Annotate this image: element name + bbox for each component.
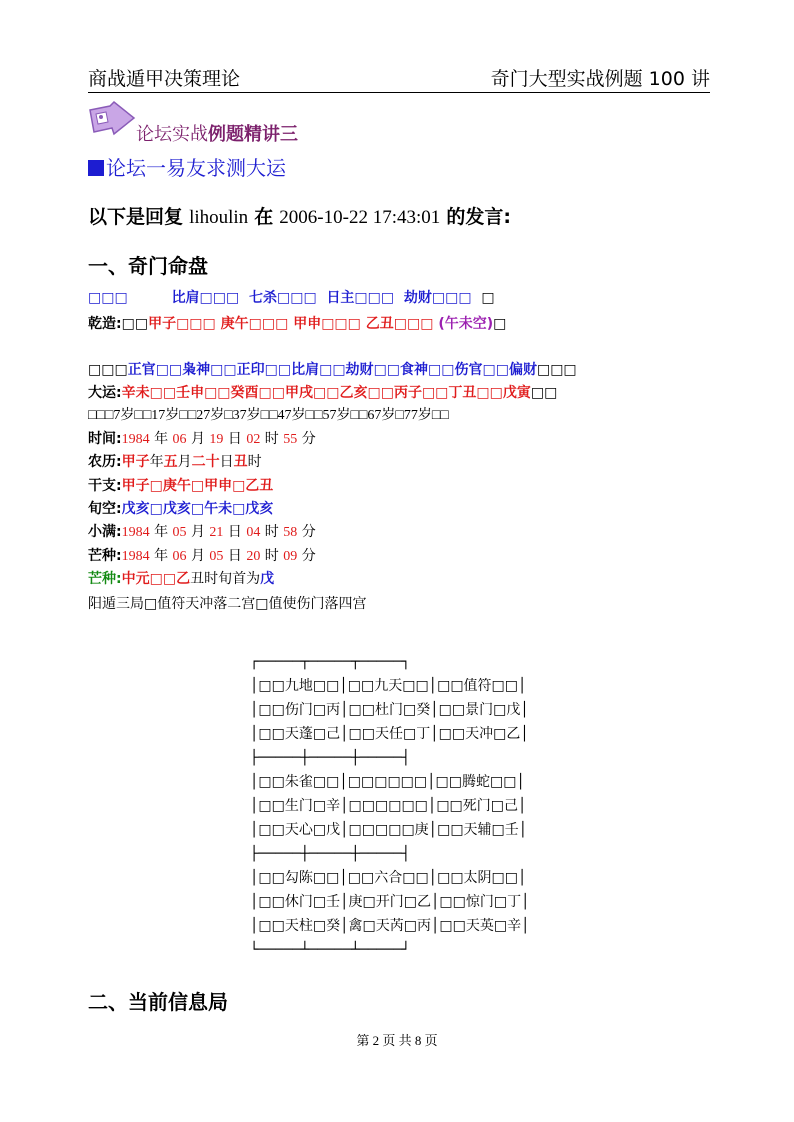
page-header bbox=[88, 62, 710, 93]
qianzao-line bbox=[88, 314, 506, 334]
pillar-label: 七杀□□□ bbox=[249, 290, 317, 306]
grid-line: ├─────┼─────┼─────┤ bbox=[250, 846, 411, 862]
qianzao-suffix: □ bbox=[493, 316, 507, 332]
unit: 日 bbox=[227, 524, 242, 540]
reply-tail: 的发言: bbox=[446, 206, 511, 228]
reply-datetime: 2006-10-22 17:43:01 bbox=[279, 207, 441, 228]
pillar-labels-line bbox=[88, 288, 495, 308]
unit: 年 bbox=[154, 548, 169, 564]
mangzhong-label: 芒种: bbox=[88, 548, 122, 564]
god-item: □□□ bbox=[536, 362, 577, 378]
mangzhong-yuan-line bbox=[88, 569, 274, 589]
mangzhong-yuan-part: 丑时旬首为 bbox=[190, 571, 261, 587]
banner-text-c: 精讲三 bbox=[244, 124, 298, 145]
unit: 月 bbox=[190, 524, 205, 540]
gods-line bbox=[88, 360, 577, 380]
dayun-label: 大运: bbox=[88, 385, 122, 401]
page-footer: 第 2 页 共 8 页 bbox=[356, 1033, 438, 1048]
mangzhong-yuan-part: 中元□□乙 bbox=[121, 571, 191, 587]
nongli-label: 农历: bbox=[88, 454, 122, 470]
grid-line: │□□朱雀□□│□□□□□□│□□腾蛇□□│ bbox=[250, 774, 525, 790]
xunkong-line bbox=[88, 499, 273, 519]
unit: 月 bbox=[190, 548, 205, 564]
dayun-line bbox=[88, 383, 557, 403]
mangzhong-yuan-part: 戊 bbox=[260, 571, 275, 587]
ganzhi-value: 甲子□庚午□甲申□乙丑 bbox=[121, 478, 274, 494]
grid-line: │□□休门□壬│庚□开门□乙│□□惊门□丁│ bbox=[250, 894, 530, 910]
grid-line: └─────┴─────┴─────┘ bbox=[250, 942, 411, 958]
qianzao-pillar: 甲申□□□ bbox=[293, 316, 361, 332]
nongli-part: 丑 bbox=[233, 454, 248, 470]
dayun-item: □□乙亥 bbox=[313, 385, 368, 401]
nongli-part: 月 bbox=[177, 454, 192, 470]
xunkong-label: 旬空: bbox=[88, 501, 122, 517]
mangzhong-hour: 20 bbox=[246, 549, 261, 564]
grid-line: │□□天蓬□己│□□天任□丁│□□天冲□乙│ bbox=[250, 726, 529, 742]
xiaoman-day: 21 bbox=[209, 525, 224, 540]
grid-line: │□□勾陈□□│□□六合□□│□□太阴□□│ bbox=[250, 870, 527, 886]
god-item: □□伤官 bbox=[428, 362, 483, 378]
unit: 年 bbox=[154, 524, 169, 540]
banner bbox=[88, 100, 488, 145]
ganzhi-line bbox=[88, 476, 273, 496]
nongli-part: 年 bbox=[149, 454, 164, 470]
nongli-part: 甲子 bbox=[121, 454, 150, 470]
dayun-item: □□丁丑 bbox=[421, 385, 477, 401]
nongli-part: 日 bbox=[219, 454, 234, 470]
mangzhong-line bbox=[88, 546, 316, 567]
mangzhong-yuan-label: 芒种: bbox=[88, 571, 122, 587]
unit: 月 bbox=[190, 431, 205, 447]
reply-line bbox=[88, 202, 511, 229]
mangzhong-minute: 09 bbox=[283, 549, 298, 564]
dayun-item: □□甲戌 bbox=[258, 385, 314, 401]
grid-line: │□□天柱□癸│禽□天芮□丙│□□天英□辛│ bbox=[250, 918, 530, 934]
god-item: □□枭神 bbox=[155, 362, 211, 378]
dayun-item: □□戊寅 bbox=[476, 385, 531, 401]
pointing-hand-icon bbox=[88, 100, 138, 140]
reply-user: lihoulin bbox=[189, 207, 249, 228]
grid-line: │□□天心□戊│□□□□□庚│□□天辅□壬│ bbox=[250, 822, 528, 838]
time-hour: 02 bbox=[246, 432, 261, 447]
pillar-label: 日主□□□ bbox=[326, 290, 395, 306]
header-right: 奇门大型实战例题 100 讲 bbox=[490, 68, 710, 90]
dayun-item: □□壬申 bbox=[149, 385, 205, 401]
god-item: □□正印 bbox=[210, 362, 265, 378]
dayun-item: □□癸酉 bbox=[204, 385, 259, 401]
grid-line: ├─────┼─────┼─────┤ bbox=[250, 750, 411, 766]
time-label: 时间: bbox=[88, 431, 122, 447]
time-minute: 55 bbox=[283, 432, 298, 447]
ganzhi-label: 干支: bbox=[88, 478, 122, 494]
god-item: □□偏财 bbox=[482, 362, 537, 378]
unit: 时 bbox=[264, 524, 279, 540]
time-day: 19 bbox=[209, 432, 224, 447]
xunkong-value: 戊亥□戊亥□午未□戊亥 bbox=[121, 501, 274, 517]
dayun-item: □□丙子 bbox=[367, 385, 422, 401]
dunju-line: 阳遁三局□值符天冲落二宫□值使伤门落四宫 bbox=[88, 596, 367, 612]
section-title bbox=[88, 152, 286, 181]
god-item: □□比肩 bbox=[264, 362, 320, 378]
qianzao-pillar: 甲子□□□ bbox=[148, 316, 216, 332]
unit: 日 bbox=[227, 431, 242, 447]
ages-line: □□□7岁□□17岁□□27岁□37岁□□47岁□□57岁□□67岁□77岁□□ bbox=[88, 408, 449, 423]
mangzhong-year: 1984 bbox=[121, 549, 150, 564]
nongli-line bbox=[88, 452, 262, 472]
reply-at: 在 bbox=[254, 206, 274, 228]
xiaoman-label: 小满: bbox=[88, 524, 122, 540]
reply-lead: 以下是回复 bbox=[88, 206, 184, 228]
xiaoman-month: 05 bbox=[172, 525, 187, 540]
grid-line: │□□生门□辛│□□□□□□│□□死门□己│ bbox=[250, 798, 527, 814]
mangzhong-day: 05 bbox=[209, 549, 224, 564]
pillar-label: □□□ bbox=[88, 290, 128, 306]
qianzao-kong: (午未空) bbox=[438, 316, 494, 332]
nongli-part: 二十 bbox=[191, 454, 220, 470]
grid-line: │□□九地□□│□□九天□□│□□值符□□│ bbox=[250, 678, 527, 694]
grid-line: │□□伤门□丙│□□杜门□癸│□□景门□戊│ bbox=[250, 702, 529, 718]
xiaoman-year: 1984 bbox=[121, 525, 150, 540]
unit: 时 bbox=[264, 548, 279, 564]
xiaoman-hour: 04 bbox=[246, 525, 261, 540]
pillar-label: 劫财□□□ bbox=[403, 290, 472, 306]
banner-text-b: 例题 bbox=[208, 124, 244, 145]
unit: 年 bbox=[154, 431, 169, 447]
banner-text bbox=[136, 120, 298, 146]
god-item: 正官 bbox=[127, 362, 156, 378]
qianzao-pillar: 庚午□□□ bbox=[220, 316, 289, 332]
heading-qimen-chart: 一、奇门命盘 bbox=[88, 254, 208, 278]
dayun-item: 辛未 bbox=[121, 385, 150, 401]
unit: 分 bbox=[301, 524, 316, 540]
mangzhong-month: 06 bbox=[172, 549, 187, 564]
square-bullet-icon bbox=[88, 160, 104, 176]
unit: 分 bbox=[301, 431, 316, 447]
time-month: 06 bbox=[172, 432, 187, 447]
xiaoman-line bbox=[88, 522, 316, 543]
qianzao-prefix: □□ bbox=[121, 316, 149, 332]
dayun-item: □□ bbox=[530, 385, 558, 401]
god-item: □□□ bbox=[88, 362, 128, 378]
god-item: □□劫财 bbox=[319, 362, 374, 378]
pillar-label: 比肩□□□ bbox=[171, 290, 240, 306]
nongli-part: 时 bbox=[247, 454, 262, 470]
header-left: 商战遁甲决策理论 bbox=[88, 68, 241, 90]
unit: 分 bbox=[301, 548, 316, 564]
nongli-part: 五 bbox=[163, 454, 178, 470]
god-item: □□食神 bbox=[373, 362, 429, 378]
time-line bbox=[88, 429, 316, 450]
qianzao-label: 乾造: bbox=[88, 316, 122, 332]
heading-current-info: 二、当前信息局 bbox=[88, 990, 228, 1014]
xiaoman-minute: 58 bbox=[283, 525, 298, 540]
unit: 时 bbox=[264, 431, 279, 447]
pillar-label: □ bbox=[481, 290, 495, 306]
qianzao-pillar: 乙丑□□□ bbox=[365, 316, 434, 332]
unit: 日 bbox=[227, 548, 242, 564]
grid-line: ┌─────┬─────┬─────┐ bbox=[250, 654, 411, 670]
banner-text-a: 论坛实战 bbox=[136, 124, 208, 145]
qimen-grid bbox=[250, 650, 542, 962]
section-title-text: 论坛一易友求测大运 bbox=[106, 156, 286, 180]
time-year: 1984 bbox=[121, 432, 150, 447]
